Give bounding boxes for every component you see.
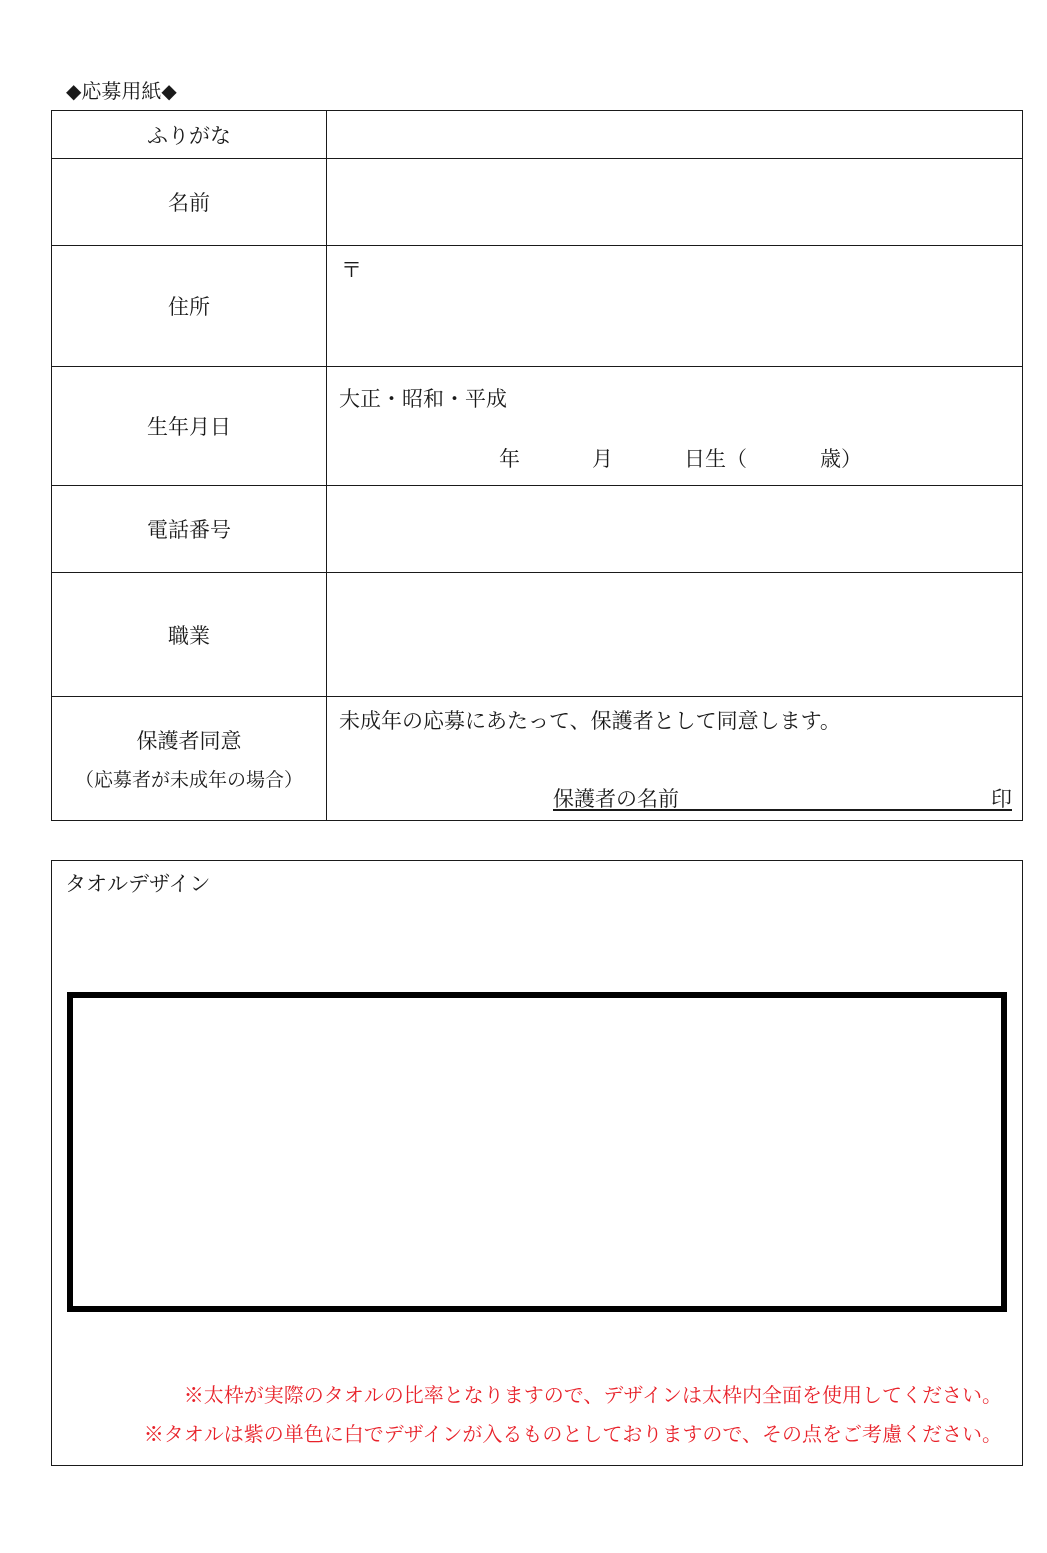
occupation-label: 職業	[52, 573, 327, 697]
phone-row	[52, 486, 1023, 573]
towel-design-title: タオルデザイン	[65, 872, 211, 896]
guardian-condition-note: （応募者が未成年の場合）	[74, 769, 303, 791]
guardian-name-label: 保護者の名前	[553, 787, 679, 811]
furigana-field[interactable]	[327, 111, 1023, 159]
year-unit: 年	[499, 447, 520, 471]
name-label: 名前	[52, 159, 327, 246]
design-note-color: ※タオルは紫の単色に白でデザインが入るものとしておりますので、その点をご考慮ください。	[143, 1422, 1002, 1446]
era-options: 大正・昭和・平成	[339, 387, 507, 411]
form-heading: ◆応募用紙◆	[66, 79, 177, 103]
day-unit: 日生（	[684, 447, 747, 471]
phone-field[interactable]	[327, 486, 1023, 573]
towel-design-section	[51, 860, 1023, 1466]
design-note-ratio: ※太枠が実際のタオルの比率となりますので、デザインは太枠内全面を使用してください。	[183, 1383, 1002, 1407]
consent-statement: 未成年の応募にあたって、保護者として同意します。	[339, 709, 841, 733]
towel-design-frame[interactable]	[67, 992, 1007, 1312]
phone-label: 電話番号	[52, 486, 327, 573]
furigana-row	[52, 111, 1023, 159]
name-field[interactable]	[327, 159, 1023, 246]
month-unit: 月	[592, 447, 613, 471]
address-label: 住所	[52, 246, 327, 367]
address-row	[52, 246, 1023, 367]
guardian-row	[52, 697, 1023, 821]
birthdate-row	[52, 367, 1023, 486]
occupation-row	[52, 573, 1023, 697]
occupation-field[interactable]	[327, 573, 1023, 697]
age-unit: 歳）	[820, 447, 862, 471]
address-field[interactable]	[327, 246, 1023, 367]
application-form-table	[51, 110, 1023, 821]
guardian-name-line[interactable]	[553, 783, 1012, 811]
guardian-label-cell	[52, 697, 327, 821]
guardian-consent-label: 保護者同意	[136, 729, 242, 753]
seal-label: 印	[991, 787, 1012, 811]
guardian-field[interactable]	[327, 697, 1023, 821]
birthdate-field[interactable]	[327, 367, 1023, 486]
furigana-label: ふりがな	[52, 111, 327, 159]
birthdate-label: 生年月日	[52, 367, 327, 486]
name-row	[52, 159, 1023, 246]
postal-mark: 〒	[341, 258, 362, 282]
